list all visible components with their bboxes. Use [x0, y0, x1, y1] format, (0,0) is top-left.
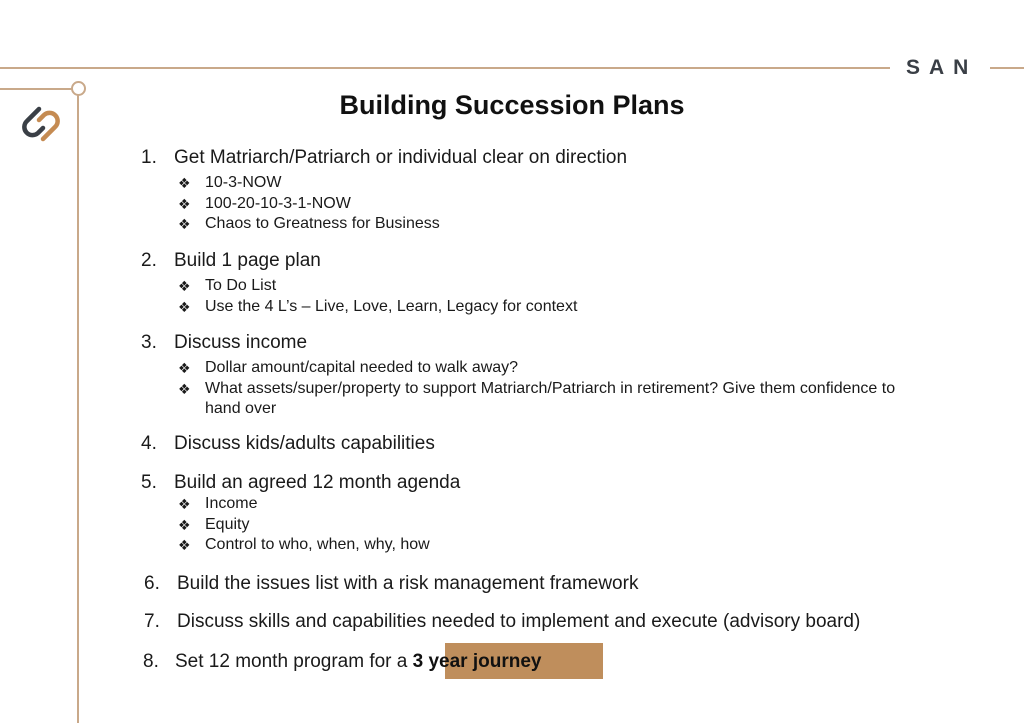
step-number: 2.	[141, 250, 157, 271]
page-title: Building Succession Plans	[339, 90, 685, 120]
list-item: ❖ What assets/super/property to support Matriarch/Patriarch in retirement? Give them confidence to hand over	[178, 379, 896, 417]
diamond-bullet-icon: ❖	[178, 516, 191, 533]
step-text: Build 1 page plan	[174, 250, 321, 271]
step-text: Get Matriarch/Patriarch or individual clear on direction	[174, 147, 628, 168]
step-text: Discuss income	[174, 332, 308, 353]
header-rule	[0, 67, 890, 69]
step-number: 7.	[144, 611, 160, 632]
diamond-bullet-icon: ❖	[178, 175, 191, 191]
highlighted-phrase: 3 year journey	[412, 651, 542, 672]
step-number: 1.	[141, 147, 157, 168]
diamond-bullet-icon: ❖	[178, 537, 191, 553]
diamond-bullet-icon: ❖	[178, 380, 191, 397]
diamond-bullet-icon: ❖	[178, 195, 191, 212]
side-rule	[77, 88, 79, 723]
list-item: ❖ Dollar amount/capital needed to walk away?	[178, 359, 519, 376]
step-text: Build an agreed 12 month agenda	[174, 472, 461, 493]
step-number: 3.	[141, 332, 157, 353]
brand-wordmark: SAN	[906, 56, 978, 79]
diamond-bullet-icon: ❖	[178, 298, 191, 315]
diamond-bullet-icon: ❖	[178, 278, 191, 294]
diamond-bullet-icon: ❖	[178, 216, 191, 232]
step-number: 6.	[144, 573, 160, 594]
step-text: Build the issues list with a risk management framework	[177, 573, 639, 594]
step-number: 8.	[143, 651, 159, 672]
step-number: 5.	[141, 472, 157, 493]
step-text: Discuss skills and capabilities needed to implement and execute (advisory board)	[177, 611, 861, 632]
header-rule-right	[990, 67, 1024, 69]
step-number: 4.	[141, 433, 157, 454]
step-3-subs	[178, 358, 918, 420]
diamond-bullet-icon: ❖	[178, 496, 191, 512]
step-text: Discuss kids/adults capabilities	[174, 433, 435, 454]
step-text: Set 12 month program for a 3 year journey	[175, 651, 542, 672]
diamond-bullet-icon: ❖	[178, 360, 191, 376]
